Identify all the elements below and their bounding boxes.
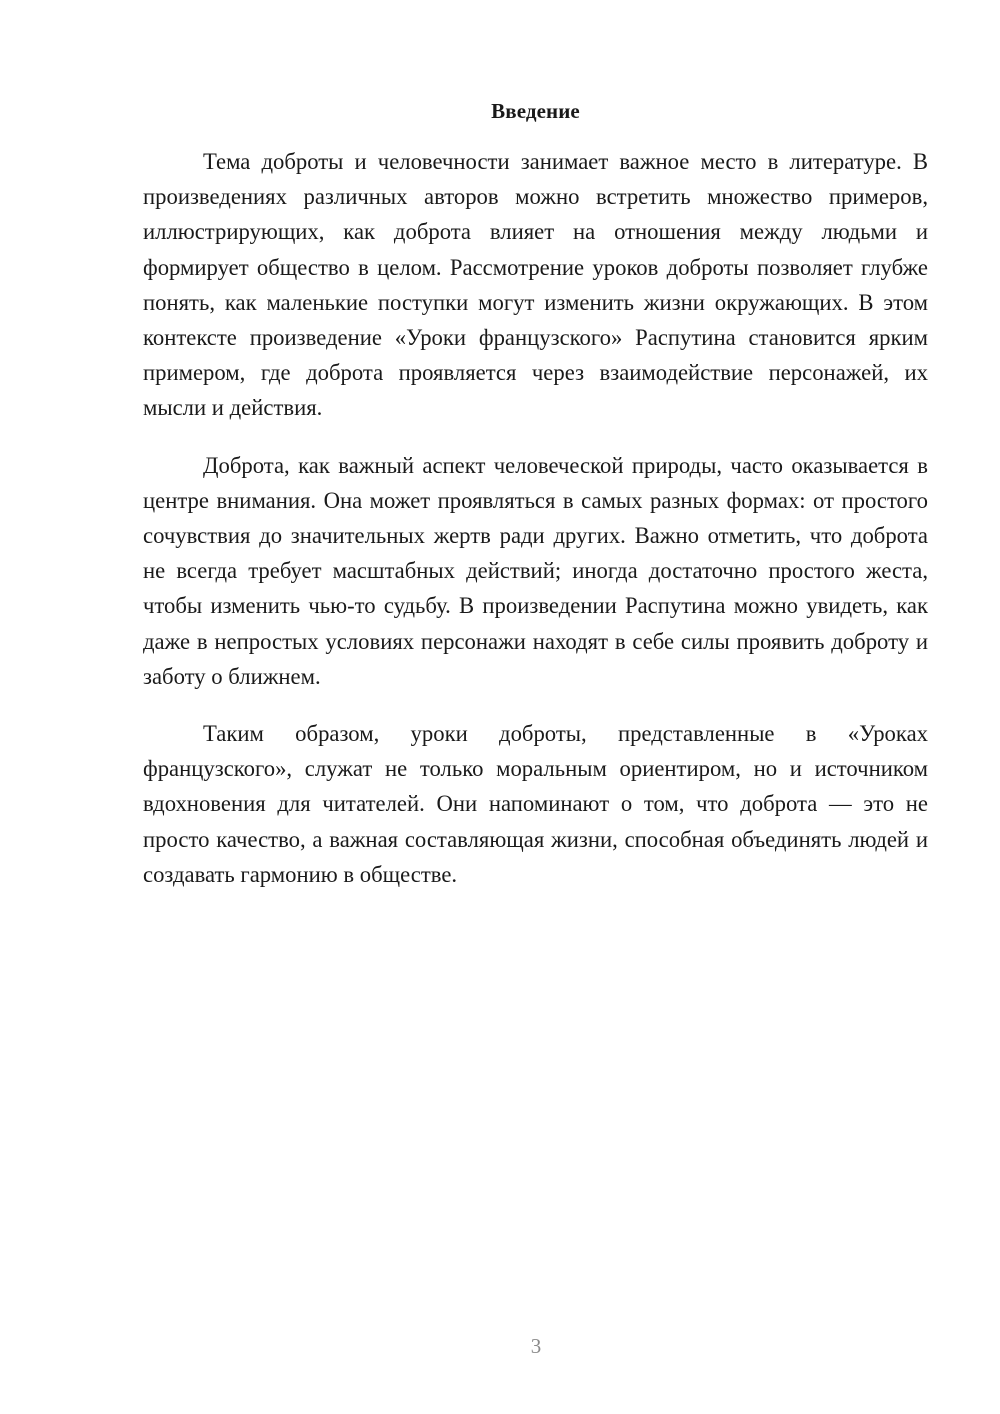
paragraph-2: Доброта, как важный аспект человеческой природы, часто оказывается в центре внимания. Она может проявляться в самых разных формах: от простого сочувствия до значительных жертв ради других. Важно отметить, что доброта не всегда требует масштабных действий; иногда достаточно простого жеста, чтобы изменить чью-то судьбу. В произведении Распутина можно увидеть, как даже в непростых условиях персонажи находят в себе силы проявить доброту и заботу о ближнем. bbox=[143, 452, 928, 689]
paragraph-3: Таким образом, уроки доброты, представленные в «Уроках французского», служат не только моральным ориентиром, но и источником вдохновения для читателей. Они напоминают о том, что доброта — это не просто качество, а важная составляющая жизни, способная объединять людей и создавать гармонию в обществе. bbox=[143, 721, 928, 887]
paragraph-1: Тема доброты и человечности занимает важное место в литературе. В произведениях различных авторов можно встретить множество примеров, иллюстрирующих, как доброта влияет на отношения между людьми и формирует общество в целом. Рассмотрение уроков доброты позволяет глубже понять, как маленькие поступки могут изменить жизни окружающих. В этом контексте произведение «Уроки французского» Распутина становится ярким примером, где доброта проявляется через взаимодействие персонажей, их мысли и действия. bbox=[143, 149, 928, 421]
page-content bbox=[143, 96, 928, 914]
page-number: 3 bbox=[530, 1334, 542, 1358]
section-heading: Введение bbox=[491, 99, 580, 123]
